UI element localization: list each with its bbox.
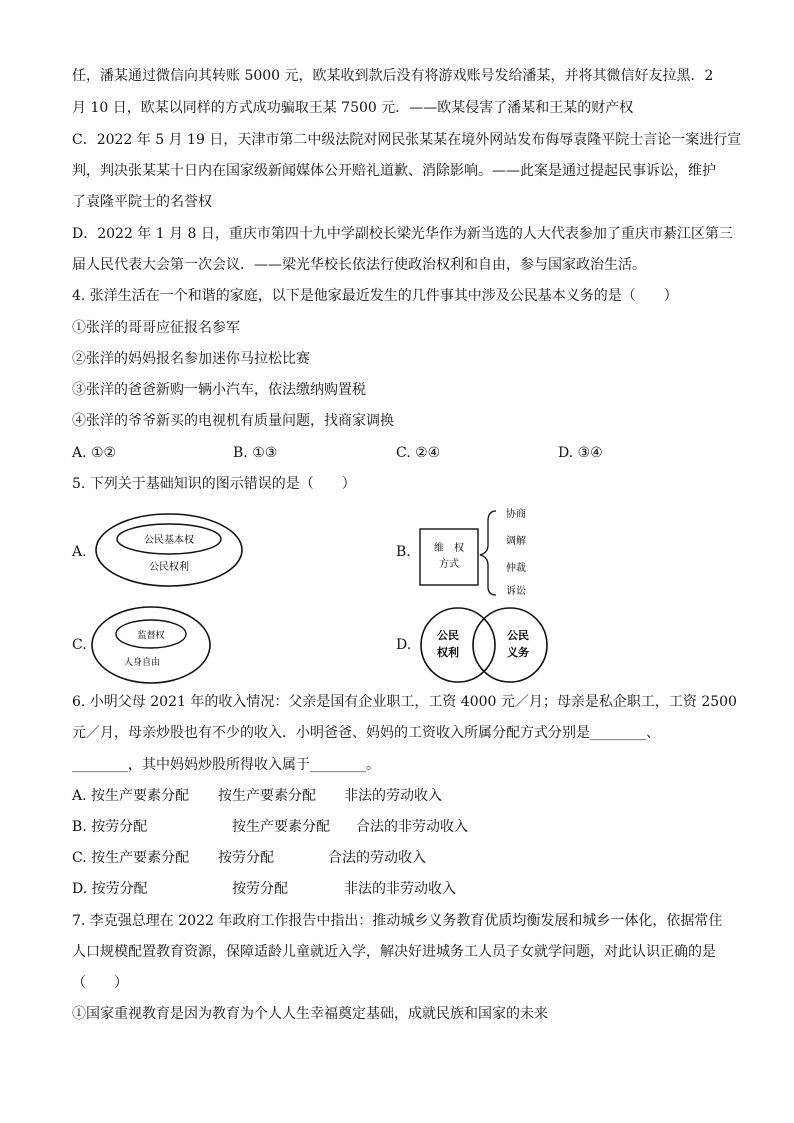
question-6-stem: ________，其中妈妈炒股所得收入属于________。 <box>72 757 380 773</box>
text-line: 月 10 日，欧某以同样的方式成功骗取王某 7500 元．——欧某侵害了潘某和王某的财产权 <box>72 100 634 116</box>
q7-item-1: ①国家重视教育是因为教育为个人人生幸福奠定基础，成就民族和国家的未来 <box>72 1006 548 1022</box>
diagram-d-venn <box>418 606 550 684</box>
diagram-b-item-3: 仲裁 <box>506 563 526 574</box>
question-7-stem: （ ） <box>72 975 128 991</box>
q4-option-c: C. ②④ <box>396 445 441 461</box>
diagram-d-left-line2: 权利 <box>437 646 459 659</box>
diagram-c-nested-ovals <box>90 605 212 685</box>
diagram-b-bracket-chart <box>416 503 546 599</box>
diagram-b-item-2: 调解 <box>506 536 526 547</box>
diagram-d-left-line1: 公民 <box>437 629 459 642</box>
question-4-stem: 4. 张洋生活在一个和谐的家庭，以下是他家最近发生的几件事其中涉及公民基本义务的是（ ） <box>72 288 678 304</box>
diagram-a-inner-label: 公民基本权 <box>144 535 194 546</box>
diagram-a-outer-label: 公民权利 <box>149 562 189 573</box>
question-6-stem: 6. 小明父母 2021 年的收入情况：父亲是国有企业职工，工资 4000 元／月；母亲是私企职工，工资 2500 <box>72 694 737 710</box>
q4-option-a: A. ①② <box>72 445 117 461</box>
question-7-stem: 7. 李克强总理在 2022 年政府工作报告中指出：推动城乡义务教育优质均衡发展和城乡一体化，依据常住 <box>72 913 723 929</box>
q6-option-a-col3: 非法的劳动收入 <box>344 788 442 804</box>
diagram-d-letter: D. <box>396 637 412 653</box>
q4-item-1: ①张洋的哥哥应征报名参军 <box>72 320 240 336</box>
q6-option-d-col1: D. 按劳分配 <box>72 881 148 897</box>
q4-item-2: ②张洋的妈妈报名参加迷你马拉松比赛 <box>72 351 310 367</box>
q6-option-b-col3: 合法的非劳动收入 <box>356 819 468 835</box>
diagram-b-letter: B. <box>396 544 411 560</box>
q6-option-c-col1: C. 按生产要素分配 <box>72 850 190 866</box>
question-5-stem: 5. 下列关于基础知识的图示错误的是（ ） <box>72 476 356 492</box>
diagram-b-box-line1: 维 权 <box>434 543 464 554</box>
text-line: 届人民代表大会第一次会议．——梁光华校长依法行使政治权利和自由，参与国家政治生活。 <box>72 257 646 273</box>
q6-option-d-col3: 非法的非劳动收入 <box>344 881 456 897</box>
text-line: D．2022 年 1 月 8 日，重庆市第四十九中学副校长梁光华作为新当选的人大代表参加了重庆市綦江区第三 <box>72 226 733 242</box>
diagram-d-right-line2: 义务 <box>507 646 529 659</box>
q6-option-c-col3: 合法的劳动收入 <box>328 850 426 866</box>
diagram-a-nested-ovals <box>94 512 244 588</box>
diagram-c-letter: C. <box>72 637 87 653</box>
q6-option-b-col2: 按生产要素分配 <box>232 819 330 835</box>
text-line: 任，潘某通过微信向其转账 5000 元，欧某收到款后没有将游戏账号发给潘某，并将其微信好友拉黑．2 <box>72 68 714 84</box>
diagram-d-right-line1: 公民 <box>507 629 529 642</box>
q6-option-c-col2: 按劳分配 <box>218 850 274 866</box>
q6-option-d-col2: 按劳分配 <box>232 881 288 897</box>
q4-option-b: B. ①③ <box>233 445 278 461</box>
diagram-b-item-1: 协商 <box>506 509 526 520</box>
question-7-stem: 人口规模配置教育资源，保障适龄儿童就近入学，解决好进城务工人员子女就学问题，对此认识正确的是 <box>72 944 716 960</box>
q6-option-a-col2: 按生产要素分配 <box>218 788 316 804</box>
diagram-a-letter: A. <box>72 544 87 560</box>
text-line: 判，判决张某某十日内在国家级新闻媒体公开赔礼道歉、消除影响。——此案是通过提起民事诉讼，维护 <box>72 163 716 179</box>
question-6-stem: 元／月，母亲炒股也有不少的收入．小明爸爸、妈妈的工资收入所属分配方式分别是________、 <box>72 725 660 741</box>
q6-option-a-col1: A. 按生产要素分配 <box>72 788 190 804</box>
q6-option-b-col1: B. 按劳分配 <box>72 819 148 835</box>
diagram-c-outer-label: 人身自由 <box>123 658 161 668</box>
q4-option-d: D. ③④ <box>558 445 603 461</box>
diagram-b-box-line2: 方式 <box>439 559 459 570</box>
text-line: C．2022 年 5 月 19 日，天津市第二中级法院对网民张某某在境外网站发布侮辱袁隆平院士言论一案进行宣 <box>72 132 742 148</box>
q4-item-3: ③张洋的爸爸新购一辆小汽车，依法缴纳购置税 <box>72 382 366 398</box>
text-line: 了袁隆平院士的名誉权 <box>72 194 212 210</box>
diagram-c-inner-label: 监督权 <box>137 631 165 641</box>
diagram-b-item-4: 诉讼 <box>506 586 526 597</box>
q4-item-4: ④张洋的爷爷新买的电视机有质量问题，找商家调换 <box>72 413 394 429</box>
